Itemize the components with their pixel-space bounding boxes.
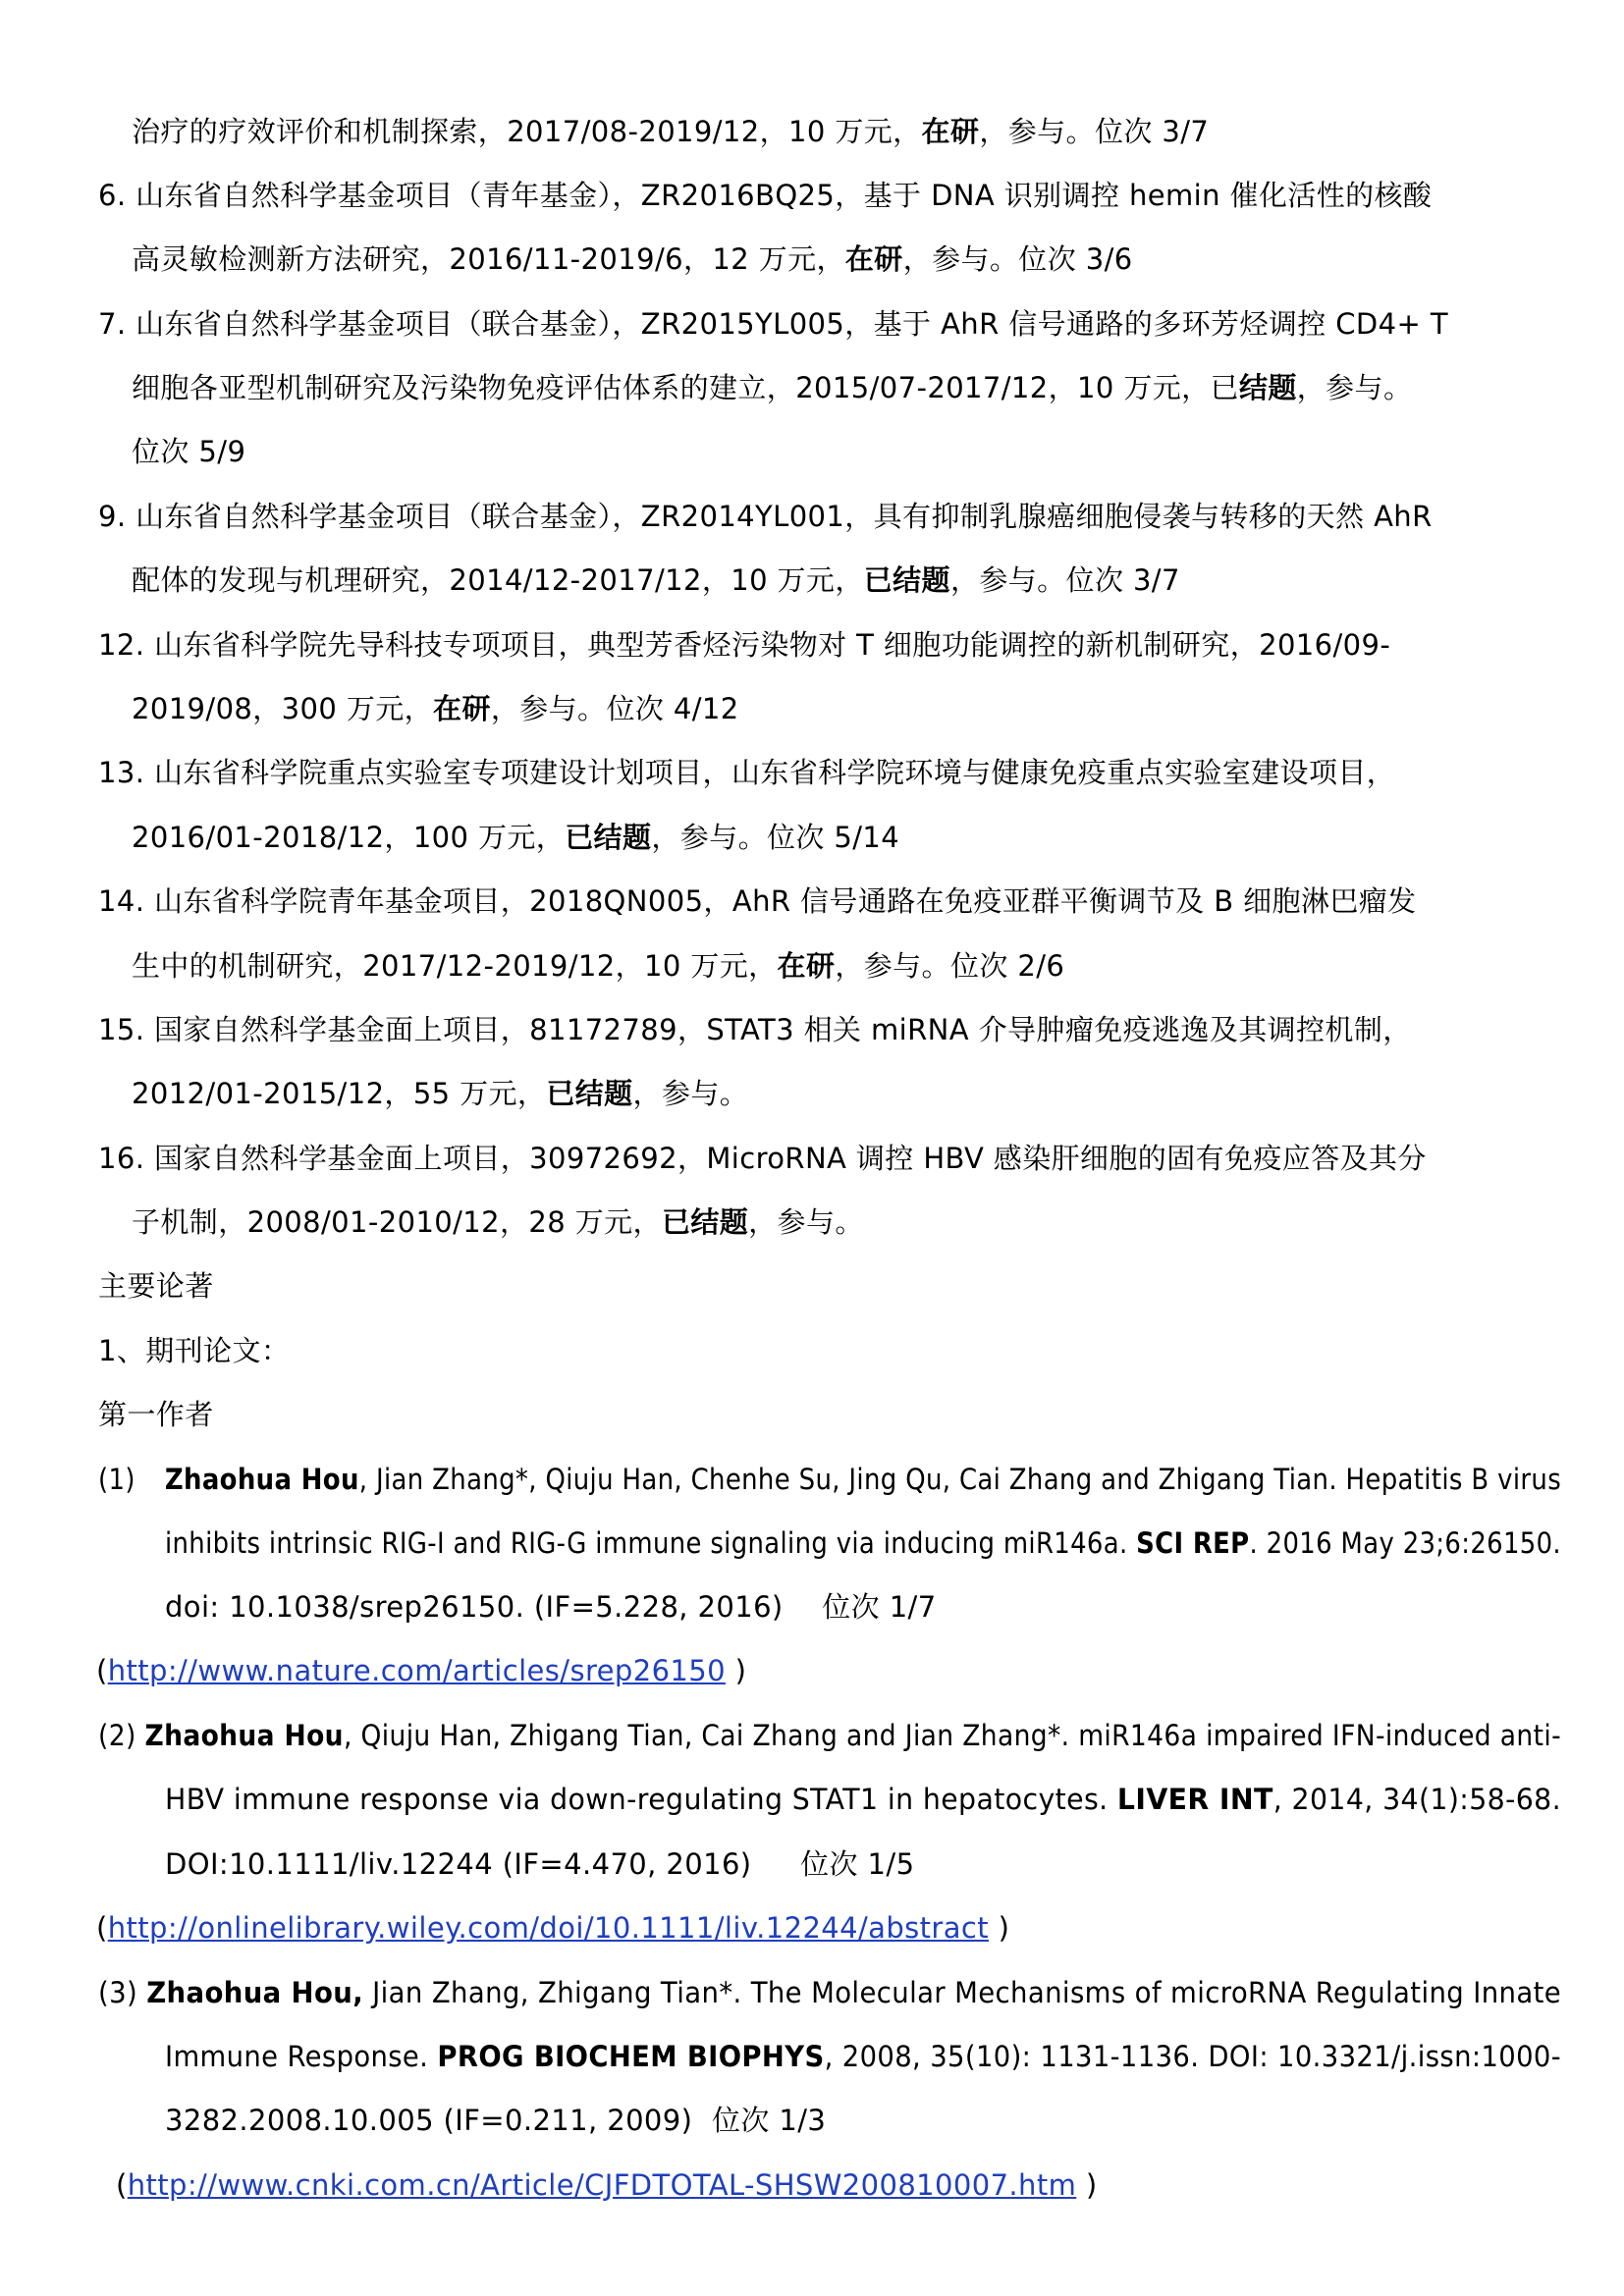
project-item-14 <box>98 880 1417 923</box>
rank-text: 位次 1/5 <box>800 1847 915 1881</box>
journal-name: SCI REP <box>1136 1526 1250 1560</box>
project-item-12-line2 <box>132 687 739 730</box>
project-item-7-line3 <box>132 430 245 473</box>
project-number: 14. <box>98 884 145 918</box>
paper-item-1-link-line <box>96 1649 746 1692</box>
paper-item-1-line2 <box>165 1522 1561 1565</box>
rank-text: 位次 1/3 <box>711 2104 827 2137</box>
text: ，参与。位次 2/6 <box>835 949 1065 983</box>
project-item-16-line2 <box>132 1201 864 1244</box>
paper-item-3-link-line <box>116 2163 1098 2207</box>
project-text: 山东省自然科学基金项目（联合基金），ZR2015YL005，基于 AhR 信号通路的多环芳烃调控 CD4+ T <box>135 307 1448 341</box>
project-text: 山东省自然科学基金项目（联合基金），ZR2014YL001，具有抑制乳腺癌细胞侵袭与转移的天然 AhR <box>135 500 1433 533</box>
paren-open: ( <box>96 1911 108 1945</box>
project-item-7 <box>98 302 1448 346</box>
project-item-13-line2 <box>132 816 899 859</box>
project-item-15 <box>98 1008 1412 1051</box>
paper-number: (2) <box>98 1719 136 1752</box>
status-bold: 在研 <box>844 242 903 276</box>
project-text: 国家自然科学基金面上项目，30972692，MicroRNA 调控 HBV 感染肝细胞的固有免疫应答及其分 <box>153 1142 1427 1175</box>
text: ，参与。 <box>1296 371 1413 404</box>
project-item-15-line2 <box>132 1072 748 1115</box>
section-title: 主要论著 <box>98 1269 214 1303</box>
text: 治疗的疗效评价和机制探索，2017/08-2019/12，10 万元， <box>132 115 922 148</box>
text: 生中的机制研究，2017/12-2019/12，10 万元， <box>132 949 778 983</box>
text: Immune Response. <box>165 2040 438 2073</box>
paper-item-2-line2 <box>165 1778 1561 1821</box>
status-bold: 在研 <box>921 115 980 148</box>
text: 细胞各亚型机制研究及污染物免疫评估体系的建立，2015/07-2017/12，10 万元，已 <box>132 371 1239 404</box>
paren-open: ( <box>96 1654 108 1687</box>
paper-link-3[interactable]: http://www.cnki.com.cn/Article/CJFDTOTAL-SHSW200810007.htm <box>127 2168 1077 2202</box>
project-number: 6. <box>98 179 127 212</box>
text: ，参与。位次 5/14 <box>651 821 900 854</box>
text: 子机制，2008/01-2010/12，28 万元， <box>132 1205 662 1239</box>
project-item-7-line2 <box>132 366 1412 409</box>
project-item-9 <box>98 495 1433 538</box>
project-item-6-line2 <box>132 238 1133 281</box>
project-number: 7. <box>98 307 127 341</box>
text: ，参与。 <box>632 1077 749 1110</box>
text: 配体的发现与机理研究，2014/12-2017/12，10 万元， <box>132 563 864 597</box>
paren-close: ) <box>725 1654 747 1687</box>
text: 2012/01-2015/12，55 万元， <box>132 1077 547 1110</box>
text: ，参与。 <box>748 1205 864 1239</box>
text: ，参与。位次 3/7 <box>979 115 1210 148</box>
author-bold: Zhaohua Hou, <box>146 1976 364 2009</box>
paper-link-1[interactable]: http://www.nature.com/articles/srep26150 <box>107 1654 726 1687</box>
subsection-title: 1、期刊论文： <box>98 1334 291 1367</box>
text: , Qiuju Han, Zhigang Tian, Cai Zhang and Jian Zhang*. miR146a impaired IFN-induced anti- <box>343 1719 1562 1752</box>
text: doi: 10.1038/srep26150. (IF=5.228, 2016) <box>165 1590 784 1624</box>
paper-item-2-link-line <box>96 1906 1009 1949</box>
project-number: 16. <box>98 1142 145 1175</box>
text: 高灵敏检测新方法研究，2016/11-2019/6，12 万元， <box>132 242 845 276</box>
author-bold: Zhaohua Hou <box>164 1463 359 1496</box>
author-role-heading: 第一作者 <box>98 1398 214 1431</box>
paper-number: (1) <box>98 1463 135 1496</box>
project-text: 山东省科学院先导科技专项项目，典型芳香烃污染物对 T 细胞功能调控的新机制研究，2016/09- <box>153 628 1391 662</box>
rank-text: 位次 1/7 <box>822 1590 937 1624</box>
paper-link-2[interactable]: http://onlinelibrary.wiley.com/doi/10.1111/liv.12244/abstract <box>107 1911 990 1945</box>
author-bold: Zhaohua Hou <box>144 1719 344 1752</box>
text: . 2016 May 23;6:26150. <box>1249 1526 1562 1560</box>
project-number: 15. <box>98 1013 145 1046</box>
project-continuation-line <box>132 110 1209 153</box>
paper-item-3-line3 <box>165 2099 826 2142</box>
text: , 2008, 35(10): 1131-1136. DOI: 10.3321/j.issn:1000- <box>824 2040 1561 2073</box>
journal-name: LIVER INT <box>1116 1783 1273 1816</box>
project-number: 9. <box>98 500 127 533</box>
text: , Jian Zhang*, Qiuju Han, Chenhe Su, Jing Qu, Cai Zhang and Zhigang Tian. Hepatitis B virus <box>358 1463 1562 1496</box>
paper-item-1-line3 <box>165 1585 937 1629</box>
project-text: 山东省科学院青年基金项目，2018QN005，AhR 信号通路在免疫亚群平衡调节及 B 细胞淋巴瘤发 <box>153 884 1417 918</box>
paper-number: (3) <box>98 1976 138 2009</box>
status-bold: 在研 <box>433 692 491 725</box>
paren-close: ) <box>1076 2168 1098 2202</box>
paper-item-3 <box>98 1971 1561 2014</box>
project-number: 12. <box>98 628 145 662</box>
text: ，参与。位次 4/12 <box>490 692 739 725</box>
project-item-14-line2 <box>132 944 1064 988</box>
text: 2019/08，300 万元， <box>132 692 434 725</box>
status-bold: 已结题 <box>546 1077 633 1110</box>
project-item-13 <box>98 751 1395 794</box>
text: HBV immune response via down-regulating STAT1 in hepatocytes. <box>165 1783 1117 1816</box>
status-bold: 在研 <box>777 949 836 983</box>
text: ，参与。位次 3/6 <box>902 242 1133 276</box>
paper-item-2-line3 <box>165 1842 914 1886</box>
text: 位次 5/9 <box>132 435 246 468</box>
project-number: 13. <box>98 756 145 789</box>
status-bold: 已结题 <box>661 1205 749 1239</box>
text: DOI:10.1111/liv.12244 (IF=4.470, 2016) <box>165 1847 752 1881</box>
project-text: 山东省自然科学基金项目（青年基金），ZR2016BQ25，基于 DNA 识别调控 hemin 催化活性的核酸 <box>135 179 1433 212</box>
status-bold: 已结题 <box>863 563 950 597</box>
text: , 2014, 34(1):58-68. <box>1272 1783 1561 1816</box>
paper-item-2 <box>98 1714 1561 1757</box>
project-item-6 <box>98 174 1432 217</box>
project-text: 山东省科学院重点实验室专项建设计划项目，山东省科学院环境与健康免疫重点实验室建设项目， <box>153 756 1396 789</box>
text: 3282.2008.10.005 (IF=0.211, 2009) <box>165 2104 693 2137</box>
paper-item-1 <box>98 1458 1561 1501</box>
text: Jian Zhang, Zhigang Tian*. The Molecular Mechanisms of microRNA Regulating Innate <box>363 1976 1562 2009</box>
text: 2016/01-2018/12，100 万元， <box>132 821 566 854</box>
project-item-16 <box>98 1137 1427 1180</box>
status-bold: 结题 <box>1238 371 1297 404</box>
status-bold: 已结题 <box>565 821 652 854</box>
project-item-12 <box>98 623 1390 667</box>
paper-item-3-line2 <box>165 2035 1561 2078</box>
project-item-9-line2 <box>132 559 1180 602</box>
text: ，参与。位次 3/7 <box>949 563 1180 597</box>
paren-open: ( <box>116 2168 128 2202</box>
project-text: 国家自然科学基金面上项目，81172789，STAT3 相关 miRNA 介导肿瘤免疫逃逸及其调控机制， <box>153 1013 1412 1046</box>
paren-close: ) <box>989 1911 1010 1945</box>
journal-name: PROG BIOCHEM BIOPHYS <box>437 2040 825 2073</box>
text: inhibits intrinsic RIG-I and RIG-G immune signaling via inducing miR146a. <box>165 1526 1137 1560</box>
